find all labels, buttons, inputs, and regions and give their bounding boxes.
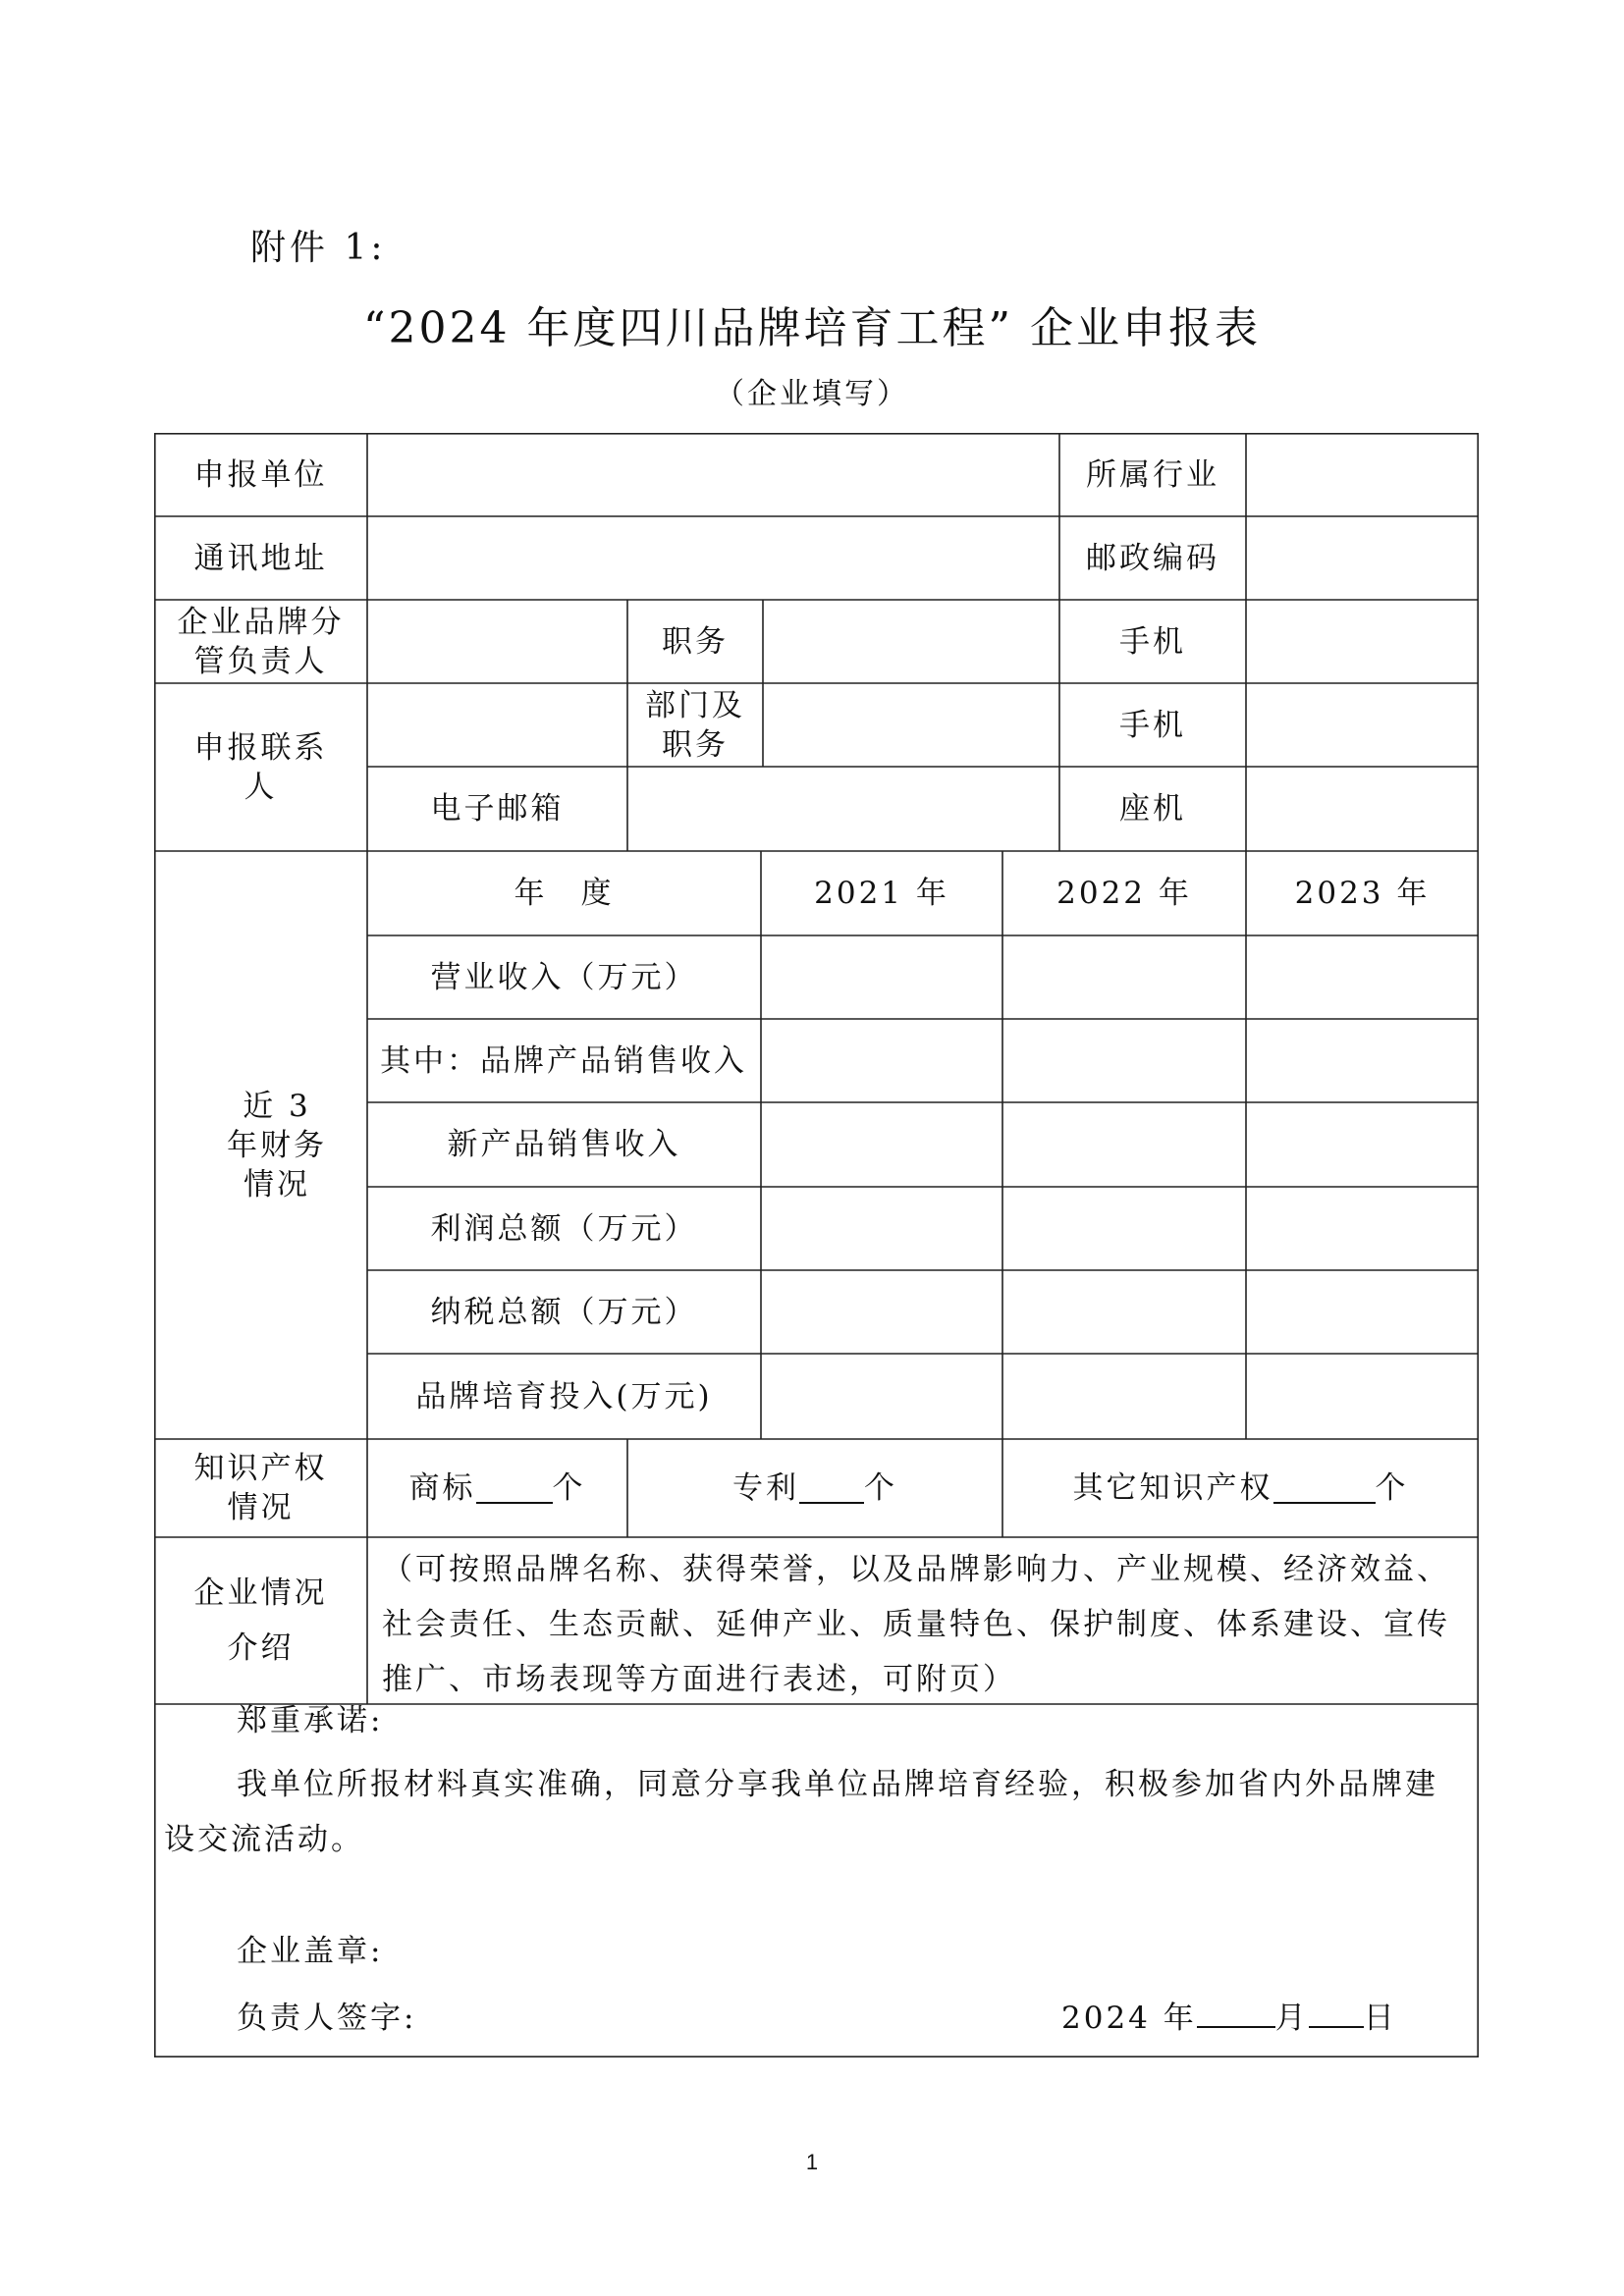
input-mobile[interactable] — [1246, 600, 1479, 683]
ip-other[interactable] — [1002, 1439, 1479, 1537]
row-revenue: 营业收入（万元） — [430, 959, 698, 995]
label-mobile-2: 手机 — [1119, 707, 1186, 743]
ip-other-unit: 个 — [1375, 1470, 1409, 1506]
year-2023: 2023 年 — [1294, 876, 1431, 911]
pledge-text: 我单位所报材料真实准确，同意分享我单位品牌培育经验，积极参加省内外品牌建设交流活动。 — [164, 1767, 1438, 1857]
label-industry: 所属行业 — [1086, 456, 1219, 493]
year-2021: 2021 年 — [814, 876, 949, 911]
pledge-heading: 郑重承诺: — [237, 1703, 384, 1738]
input-dept-position[interactable] — [763, 683, 1059, 767]
input-contact[interactable] — [367, 683, 627, 767]
form-title: “2024 年度四川品牌培育工程” 企业申报表 — [363, 303, 1261, 353]
input-address[interactable] — [367, 516, 1059, 600]
label-applicant: 申报单位 — [193, 456, 328, 493]
label-brand-manager: 企业品牌分管负责人 — [177, 604, 345, 679]
label-postcode: 邮政编码 — [1086, 540, 1219, 576]
row-total-tax: 纳税总额（万元） — [430, 1294, 698, 1330]
label-dept-position: 部门及职务 — [645, 687, 745, 763]
ip-patent-label: 专利 — [732, 1470, 799, 1506]
input-email[interactable] — [627, 767, 1059, 851]
label-landline: 座机 — [1119, 791, 1186, 827]
date-day: 日 — [1363, 2001, 1397, 2036]
date-year: 2024 年 — [1061, 2001, 1197, 2036]
input-applicant[interactable] — [367, 433, 1059, 516]
ip-other-label: 其它知识产权 — [1072, 1470, 1273, 1506]
input-landline[interactable] — [1246, 767, 1479, 851]
year-2022: 2022 年 — [1056, 876, 1192, 911]
label-ip: 知识产权情况 — [193, 1451, 328, 1525]
label-address: 通讯地址 — [193, 540, 328, 576]
company-seal-label: 企业盖章: — [237, 1934, 384, 1969]
label-year-header: 年 度 — [514, 876, 615, 911]
label-mobile: 手机 — [1119, 623, 1186, 660]
attachment-label: 附件 1: — [250, 228, 387, 268]
input-postcode[interactable] — [1246, 516, 1479, 600]
form-subtitle: （企业填写） — [715, 377, 909, 411]
page-number: 1 — [805, 2150, 819, 2174]
signature-label: 负责人签字: — [237, 2001, 417, 2036]
row-total-profit: 利润总额（万元） — [430, 1210, 698, 1247]
label-contact: 申报联系人 — [193, 729, 328, 805]
label-intro: 企业情况介绍 — [193, 1575, 328, 1666]
ip-trademark-label: 商标 — [408, 1470, 476, 1506]
application-table — [154, 433, 1479, 2057]
ip-other-blank[interactable] — [1273, 1472, 1376, 1504]
ip-trademark-blank[interactable] — [476, 1472, 553, 1504]
input-industry[interactable] — [1246, 433, 1479, 516]
label-email: 电子邮箱 — [430, 791, 565, 827]
input-position[interactable] — [763, 600, 1059, 683]
label-position: 职务 — [662, 623, 729, 660]
date-month: 月 — [1274, 2001, 1309, 2036]
label-finance-section: 近 3 年财务情况 — [227, 1088, 327, 1202]
ip-patent-blank[interactable] — [799, 1472, 864, 1504]
row-brand-investment: 品牌培育投入(万元) — [415, 1378, 713, 1415]
ip-trademark[interactable] — [367, 1439, 627, 1537]
row-new-product-sales: 新产品销售收入 — [447, 1127, 681, 1162]
input-brand-manager[interactable] — [367, 600, 627, 683]
intro-text[interactable]: （可按照品牌名称、获得荣誉，以及品牌影响力、产业规模、经济效益、社会责任、生态贡献、延伸产业、质量特色、保护制度、体系建设、宣传推广、市场表现等方面进行表述，可附页） — [382, 1552, 1450, 1697]
input-mobile-2[interactable] — [1246, 683, 1479, 767]
row-brand-sales: 其中：品牌产品销售收入 — [380, 1042, 747, 1079]
ip-patent[interactable] — [627, 1439, 1002, 1537]
ip-trademark-unit: 个 — [552, 1470, 586, 1506]
ip-patent-unit: 个 — [864, 1470, 897, 1506]
